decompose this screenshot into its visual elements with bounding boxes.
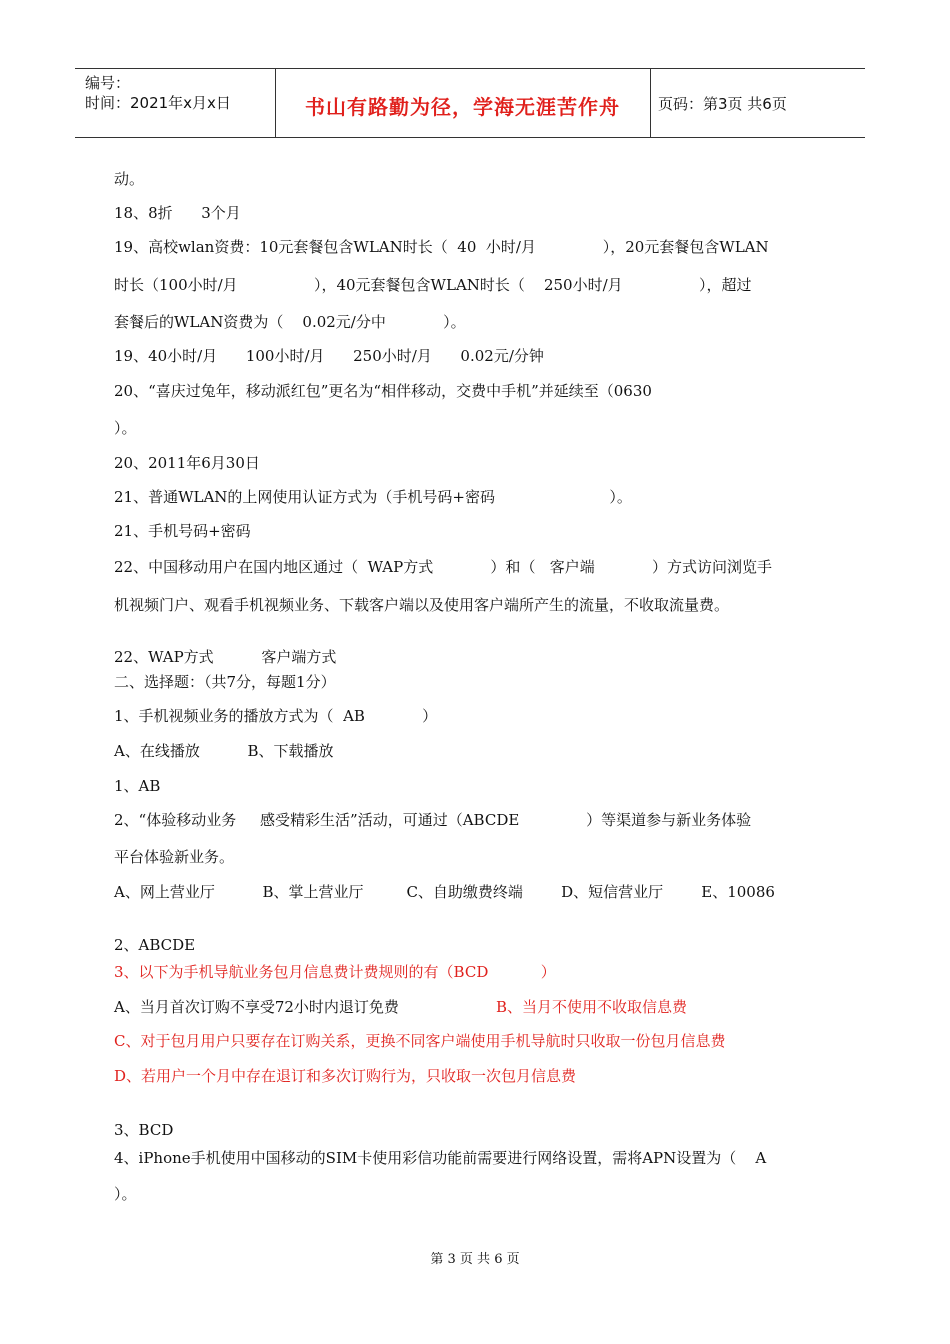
text-line: 21、普通WLAN的上网使用认证方式为（手机号码+密码 ）。 bbox=[114, 488, 632, 506]
text-line: 平台体验新业务。 bbox=[114, 848, 235, 866]
text-line: A、网上营业厅 B、掌上营业厅 C、自助缴费终端 D、短信营业厅 E、10086 bbox=[114, 883, 775, 901]
text-line: 1、AB bbox=[114, 777, 161, 795]
text-line: 18、8折 3个月 bbox=[114, 204, 241, 222]
text-line: 20、2011年6月30日 bbox=[114, 454, 260, 472]
text-line: 套餐后的WLAN资费为（ 0.02元/分中 ）。 bbox=[114, 313, 466, 331]
section-heading: 二、选择题：（共7分，每题1分） bbox=[114, 673, 336, 691]
text-line: ）。 bbox=[114, 1185, 137, 1203]
header-motto: 书山有路勤为径，学海无涯苦作舟 bbox=[305, 95, 620, 119]
page-footer: 第 3 页 共 6 页 bbox=[430, 1252, 520, 1267]
text-line: 21、手机号码+密码 bbox=[114, 522, 251, 540]
header-divider bbox=[650, 69, 651, 137]
text-line: 4、iPhone手机使用中国移动的SIM卡使用彩信功能前需要进行网络设置，需将APN设置为（ A bbox=[114, 1149, 767, 1167]
highlighted-option: B、当月不使用不收取信息费 bbox=[496, 998, 688, 1016]
text-line: 1、手机视频业务的播放方式为（ AB ） bbox=[114, 707, 438, 725]
text-line: 3、BCD bbox=[114, 1121, 174, 1139]
text-line: 22、中国移动用户在国内地区通过（ WAP方式 ）和（ 客户端 ）方式访问浏览手 bbox=[114, 558, 772, 576]
text-line: A、当月首次订购不享受72小时内退订免费 bbox=[114, 998, 399, 1016]
page-header bbox=[75, 68, 865, 138]
text-line: 2、ABCDE bbox=[114, 936, 196, 954]
text-line: 20、“喜庆过兔年，移动派红包”更名为“相伴移动，交费中手机”并延续至（0630 bbox=[114, 382, 652, 400]
highlighted-option: D、若用户一个月中存在退订和多次订购行为，只收取一次包月信息费 bbox=[114, 1067, 577, 1085]
text-line: 22、WAP方式 客户端方式 bbox=[114, 648, 337, 666]
number-label: 编号： bbox=[85, 74, 131, 92]
text-line: A、在线播放 B、下载播放 bbox=[114, 742, 334, 760]
text-line: 19、高校wlan资费：10元套餐包含WLAN时长（ 40 小时/月 ），20元套餐包含WLAN bbox=[114, 238, 769, 256]
header-meta bbox=[85, 73, 231, 113]
text-line: 19、40小时/月 100小时/月 250小时/月 0.02元/分钟 bbox=[114, 347, 544, 365]
header-page-info: 页码：第3页 共6页 bbox=[658, 95, 787, 113]
text-line: 动。 bbox=[114, 170, 145, 188]
time-label: 时间：2021年x月x日 bbox=[85, 94, 231, 112]
text-line: 机视频门户、观看手机视频业务、下载客户端以及使用客户端所产生的流量，不收取流量费。 bbox=[114, 596, 730, 614]
text-line: ）。 bbox=[114, 419, 137, 437]
text-line: 2、“体验移动业务 感受精彩生活”活动，可通过（ABCDE ）等渠道参与新业务体验 bbox=[114, 811, 752, 829]
highlighted-option: C、对于包月用户只要存在订购关系，更换不同客户端使用手机导航时只收取一份包月信息费 bbox=[114, 1032, 726, 1050]
highlighted-question: 3、以下为手机导航业务包月信息费计费规则的有（BCD ） bbox=[114, 963, 556, 981]
text-line: 时长（100小时/月 ），40元套餐包含WLAN时长（ 250小时/月 ），超过 bbox=[114, 276, 752, 294]
